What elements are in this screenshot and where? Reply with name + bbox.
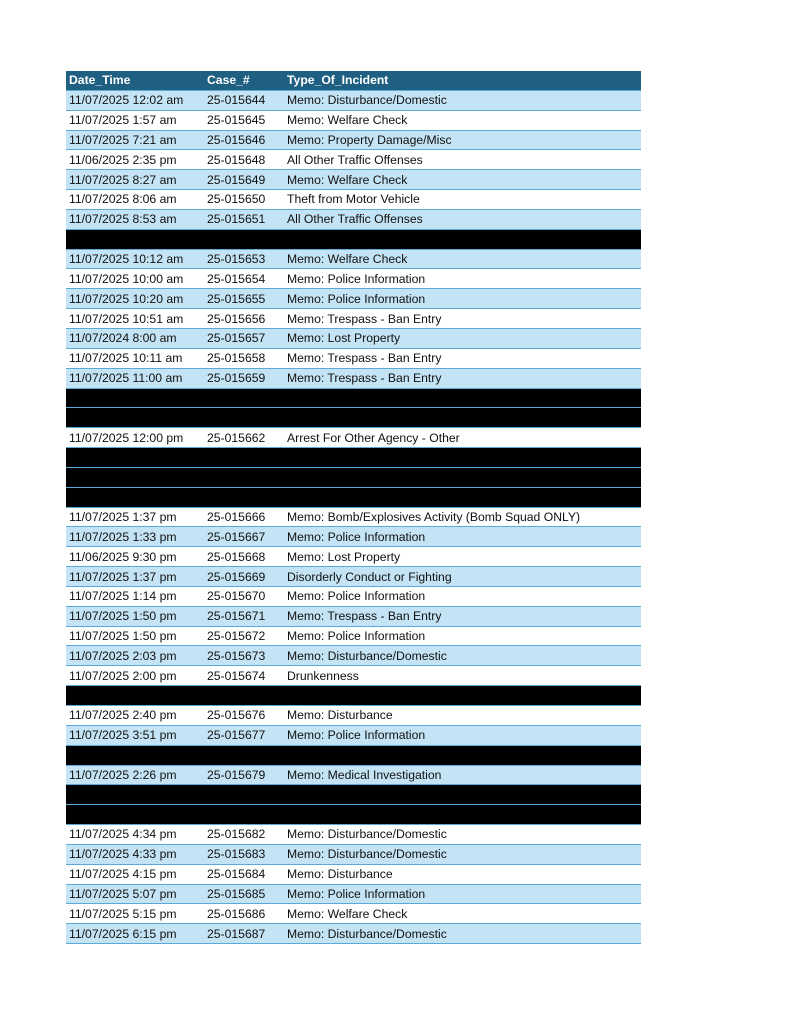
incident-type-cell: All Other Traffic Offenses — [287, 152, 423, 167]
case-number-cell: 25-015673 — [207, 648, 266, 663]
incident-type-cell: Arrest For Other Agency - Other — [287, 430, 460, 445]
date-time-cell: 11/07/2025 8:53 am — [69, 212, 177, 227]
case-number-cell: 25-015674 — [207, 668, 266, 683]
table-row — [66, 150, 641, 170]
incident-type-cell: Memo: Police Information — [287, 529, 426, 544]
date-time-cell: 11/07/2025 1:50 pm — [69, 609, 177, 624]
incident-type-cell: Memo: Property Damage/Misc — [287, 132, 452, 147]
case-number-cell: 25-015662 — [207, 430, 266, 445]
column-header-type-of-incident: Type_Of_Incident — [287, 73, 389, 88]
incident-type-cell: Memo: Police Information — [287, 629, 426, 644]
date-time-cell: 11/07/2025 6:15 pm — [69, 926, 177, 941]
table-body — [66, 91, 641, 944]
table-row — [66, 91, 641, 111]
case-number-cell: 25-015684 — [207, 867, 266, 882]
table-row — [66, 627, 641, 647]
table-row — [66, 508, 641, 528]
date-time-cell: 11/07/2025 3:51 pm — [69, 728, 177, 743]
incident-type-cell: Memo: Welfare Check — [287, 113, 408, 128]
redacted-row — [66, 686, 641, 706]
case-number-cell: 25-015651 — [207, 212, 266, 227]
redacted-row — [66, 389, 641, 409]
table-row — [66, 428, 641, 448]
case-number-cell: 25-015683 — [207, 847, 266, 862]
date-time-cell: 11/07/2025 12:00 pm — [69, 430, 184, 445]
table-row — [66, 646, 641, 666]
table-row — [66, 924, 641, 944]
incident-type-cell: Memo: Trespass - Ban Entry — [287, 371, 442, 386]
table-row — [66, 726, 641, 746]
date-time-cell: 11/07/2025 8:06 am — [69, 192, 177, 207]
date-time-cell: 11/07/2025 1:33 pm — [69, 529, 177, 544]
incident-type-cell: Memo: Lost Property — [287, 331, 401, 346]
table-row — [66, 210, 641, 230]
case-number-cell: 25-015676 — [207, 708, 266, 723]
date-time-cell: 11/07/2025 5:07 pm — [69, 887, 177, 902]
date-time-cell: 11/06/2025 2:35 pm — [69, 152, 177, 167]
table-row — [66, 309, 641, 329]
date-time-cell: 11/07/2025 5:15 pm — [69, 906, 177, 921]
redacted-row — [66, 230, 641, 250]
incident-type-cell: Memo: Trespass - Ban Entry — [287, 351, 442, 366]
redacted-row — [66, 785, 641, 805]
date-time-cell: 11/07/2025 11:00 am — [69, 371, 183, 386]
table-row — [66, 567, 641, 587]
date-time-cell: 11/07/2025 1:37 pm — [69, 509, 177, 524]
date-time-cell: 11/07/2025 10:12 am — [69, 252, 184, 267]
redacted-row — [66, 468, 641, 488]
date-time-cell: 11/07/2025 1:37 pm — [69, 569, 177, 584]
case-number-cell: 25-015668 — [207, 549, 266, 564]
date-time-cell: 11/07/2025 1:57 am — [69, 113, 177, 128]
redacted-row — [66, 408, 641, 428]
table-row — [66, 766, 641, 786]
table-row — [66, 369, 641, 389]
redacted-row — [66, 488, 641, 508]
table-row — [66, 349, 641, 369]
incident-type-cell: Memo: Welfare Check — [287, 252, 408, 267]
case-number-cell: 25-015686 — [207, 906, 266, 921]
case-number-cell: 25-015669 — [207, 569, 266, 584]
table-row — [66, 329, 641, 349]
table-row — [66, 170, 641, 190]
incident-type-cell: Memo: Trespass - Ban Entry — [287, 609, 442, 624]
incident-type-cell: Memo: Police Information — [287, 589, 426, 604]
incident-type-cell: Memo: Disturbance/Domestic — [287, 926, 447, 941]
case-number-cell: 25-015657 — [207, 331, 266, 346]
case-number-cell: 25-015679 — [207, 767, 266, 782]
redacted-row — [66, 746, 641, 766]
case-number-cell: 25-015682 — [207, 827, 266, 842]
case-number-cell: 25-015671 — [207, 609, 266, 624]
date-time-cell: 11/07/2025 1:50 pm — [69, 629, 177, 644]
date-time-cell: 11/07/2025 10:51 am — [69, 311, 184, 326]
date-time-cell: 11/07/2025 2:40 pm — [69, 708, 177, 723]
case-number-cell: 25-015658 — [207, 351, 266, 366]
date-time-cell: 11/07/2025 1:14 pm — [69, 589, 177, 604]
date-time-cell: 11/07/2025 4:33 pm — [69, 847, 177, 862]
case-number-cell: 25-015656 — [207, 311, 266, 326]
incident-type-cell: Memo: Police Information — [287, 291, 426, 306]
case-number-cell: 25-015644 — [207, 93, 266, 108]
column-header-date-time: Date_Time — [69, 73, 131, 88]
table-row — [66, 845, 641, 865]
case-number-cell: 25-015677 — [207, 728, 266, 743]
case-number-cell: 25-015648 — [207, 152, 266, 167]
date-time-cell: 11/07/2025 4:15 pm — [69, 867, 177, 882]
date-time-cell: 11/06/2025 9:30 pm — [69, 549, 177, 564]
case-number-cell: 25-015670 — [207, 589, 266, 604]
date-time-cell: 11/07/2025 2:00 pm — [69, 668, 177, 683]
case-number-cell: 25-015650 — [207, 192, 266, 207]
incident-type-cell: Memo: Disturbance/Domestic — [287, 648, 447, 663]
date-time-cell: 11/07/2025 10:20 am — [69, 291, 184, 306]
case-number-cell: 25-015649 — [207, 172, 266, 187]
date-time-cell: 11/07/2025 2:26 pm — [69, 767, 177, 782]
incident-type-cell: Drunkenness — [287, 668, 359, 683]
incident-type-cell: Memo: Trespass - Ban Entry — [287, 311, 442, 326]
incident-type-cell: Memo: Bomb/Explosives Activity (Bomb Squad ONLY) — [287, 509, 581, 524]
incident-type-cell: Memo: Welfare Check — [287, 172, 408, 187]
table-row — [66, 131, 641, 151]
table-row — [66, 885, 641, 905]
incident-type-cell: Theft from Motor Vehicle — [287, 192, 420, 207]
incident-type-cell: Memo: Police Information — [287, 728, 426, 743]
incident-type-cell: Memo: Police Information — [287, 271, 426, 286]
date-time-cell: 11/07/2025 8:27 am — [69, 172, 177, 187]
incident-type-cell: Memo: Disturbance — [287, 867, 393, 882]
date-time-cell: 11/07/2025 7:21 am — [69, 132, 177, 147]
incident-type-cell: Memo: Welfare Check — [287, 906, 408, 921]
incident-type-cell: Memo: Police Information — [287, 887, 426, 902]
case-number-cell: 25-015685 — [207, 887, 266, 902]
table-row — [66, 269, 641, 289]
case-number-cell: 25-015659 — [207, 371, 266, 386]
redacted-row — [66, 805, 641, 825]
date-time-cell: 11/07/2025 2:03 pm — [69, 648, 177, 663]
date-time-cell: 11/07/2025 10:00 am — [69, 271, 184, 286]
incident-table — [66, 71, 641, 944]
table-row — [66, 111, 641, 131]
table-row — [66, 706, 641, 726]
case-number-cell: 25-015654 — [207, 271, 266, 286]
date-time-cell: 11/07/2025 12:02 am — [69, 93, 184, 108]
table-row — [66, 587, 641, 607]
incident-type-cell: Memo: Lost Property — [287, 549, 401, 564]
case-number-cell: 25-015667 — [207, 529, 266, 544]
case-number-cell: 25-015672 — [207, 629, 266, 644]
incident-type-cell: Memo: Disturbance/Domestic — [287, 827, 447, 842]
table-row — [66, 527, 641, 547]
table-row — [66, 865, 641, 885]
table-row — [66, 289, 641, 309]
column-header-case-number: Case_# — [207, 73, 250, 88]
date-time-cell: 11/07/2025 4:34 pm — [69, 827, 177, 842]
table-row — [66, 825, 641, 845]
date-time-cell: 11/07/2025 10:11 am — [69, 351, 183, 366]
table-row — [66, 547, 641, 567]
incident-type-cell: Memo: Medical Investigation — [287, 767, 442, 782]
table-header-row — [66, 71, 641, 91]
redacted-row — [66, 448, 641, 468]
case-number-cell: 25-015655 — [207, 291, 266, 306]
case-number-cell: 25-015687 — [207, 926, 266, 941]
case-number-cell: 25-015646 — [207, 132, 266, 147]
case-number-cell: 25-015645 — [207, 113, 266, 128]
case-number-cell: 25-015666 — [207, 509, 266, 524]
table-row — [66, 190, 641, 210]
case-number-cell: 25-015653 — [207, 252, 266, 267]
table-row — [66, 666, 641, 686]
incident-type-cell: Disorderly Conduct or Fighting — [287, 569, 452, 584]
date-time-cell: 11/07/2024 8:00 am — [69, 331, 177, 346]
table-row — [66, 607, 641, 627]
table-row — [66, 250, 641, 270]
table-row — [66, 904, 641, 924]
incident-type-cell: All Other Traffic Offenses — [287, 212, 423, 227]
incident-type-cell: Memo: Disturbance/Domestic — [287, 847, 447, 862]
incident-type-cell: Memo: Disturbance — [287, 708, 393, 723]
incident-type-cell: Memo: Disturbance/Domestic — [287, 93, 447, 108]
